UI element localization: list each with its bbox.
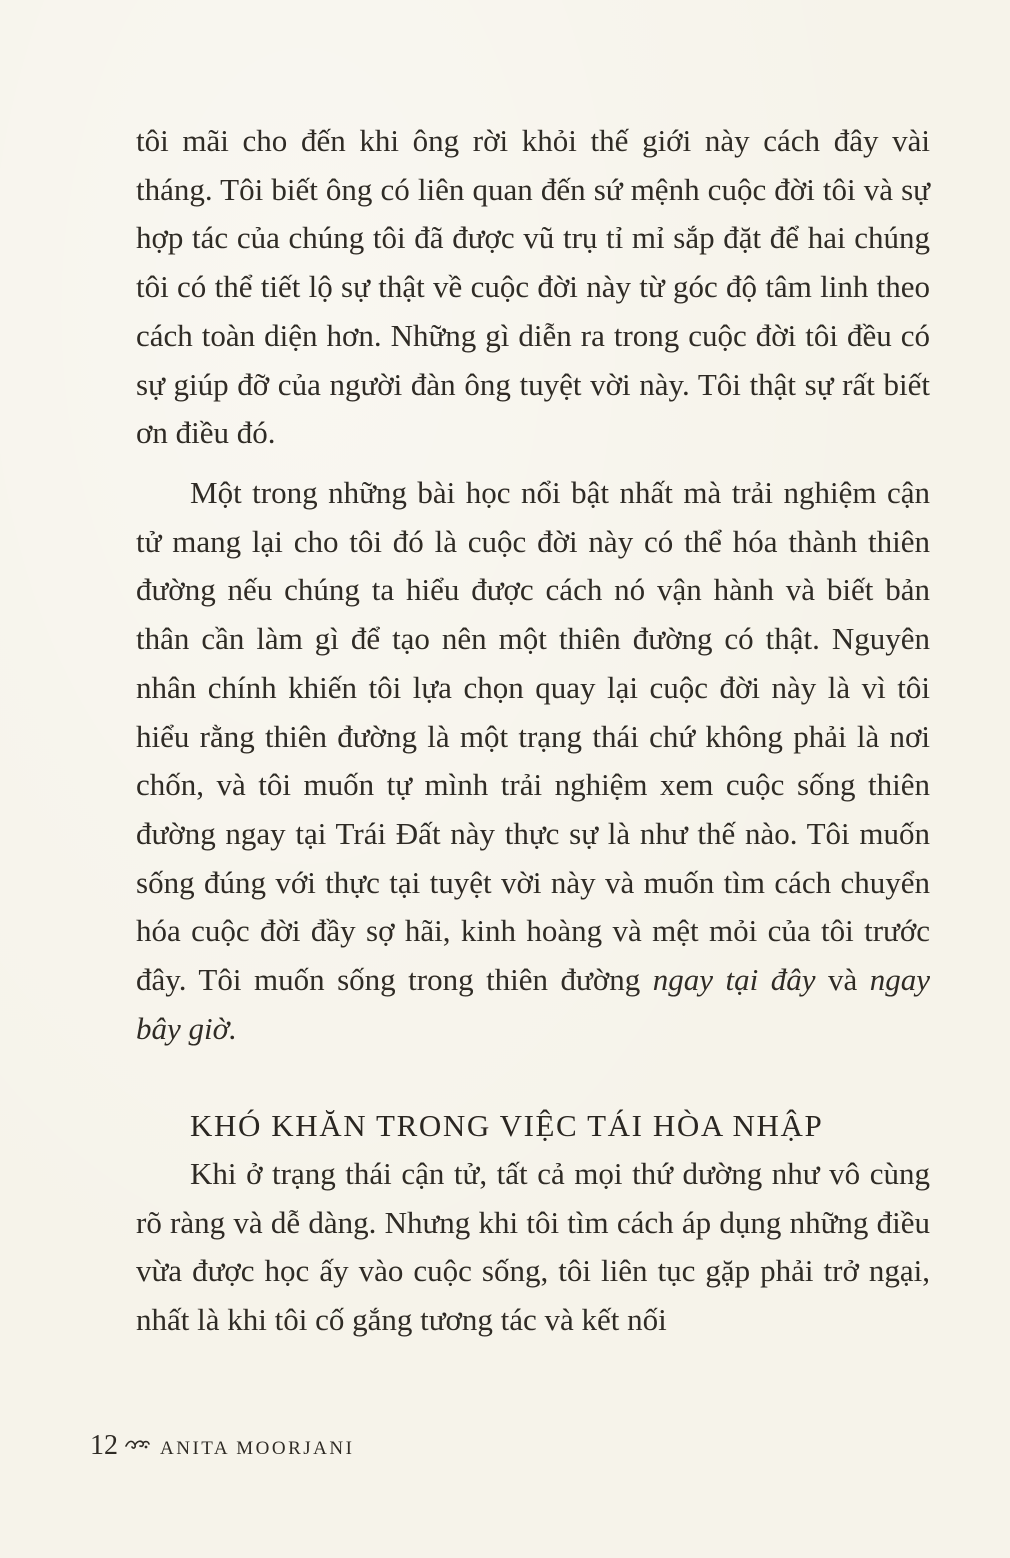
paragraph-2-italic-2: ngay bây giờ. <box>136 962 930 1046</box>
paragraph-2-connector: và <box>815 962 870 998</box>
ornament-icon <box>124 1432 150 1458</box>
page-footer <box>90 1430 354 1462</box>
paragraph-1-text: tôi mãi cho đến khi ông rời khỏi thế giới này cách đây vài tháng. Tôi biết ông có liên quan đến sứ mệnh cuộc đời tôi và sự hợp tác của chúng tôi đã được vũ trụ tỉ mỉ sắp đặt để hai chúng tôi có thể tiết lộ sự thật về cuộc đời này từ góc độ tâm linh theo cách toàn diện hơn. Những gì diễn ra trong cuộc đời tôi đều có sự giúp đỡ của người đàn ông tuyệt vời này. Tôi thật sự rất biết ơn điều đó. <box>136 123 930 451</box>
author-name: ANITA MOORJANI <box>160 1438 355 1459</box>
paragraph-2-italic-1: ngay tại đây <box>652 962 816 998</box>
page-number: 12 <box>90 1430 118 1461</box>
paragraph-2-text <box>136 469 930 1053</box>
paragraph-3 <box>136 1150 930 1345</box>
section-heading: KHÓ KHĂN TRONG VIỆC TÁI HÒA NHẬP <box>190 1108 824 1143</box>
paragraph-2 <box>136 469 930 1053</box>
paragraph-2-main: Một trong những bài học nổi bật nhất mà trải nghiệm cận tử mang lại cho tôi đó là cuộc đời này có thể hóa thành thiên đường nếu chúng ta hiểu được cách nó vận hành và biết bản thân cần làm gì để tạo nên một thiên đường có thật. Nguyên nhân chính khiến tôi lựa chọn quay lại cuộc đời này là vì tôi hiểu rằng thiên đường là một trạng thái chứ không phải là nơi chốn, và tôi muốn tự mình trải nghiệm xem cuộc sống thiên đường ngay tại Trái Đất này thực sự là như thế nào. Tôi muốn sống đúng với thực tại tuyệt vời này và muốn tìm cách chuyển hóa cuộc đời đầy sợ hãi, kinh hoàng và mệt mỏi của tôi trước đây. Tôi muốn sống trong thiên đường <box>136 475 930 998</box>
paragraph-3-text: Khi ở trạng thái cận tử, tất cả mọi thứ dường như vô cùng rõ ràng và dễ dàng. Nhưng khi tôi tìm cách áp dụng những điều vừa được học ấy vào cuộc sống, tôi liên tục gặp phải trở ngại, nhất là khi tôi cố gắng tương tác và kết nối <box>136 1156 930 1338</box>
paragraph-1 <box>136 117 930 458</box>
